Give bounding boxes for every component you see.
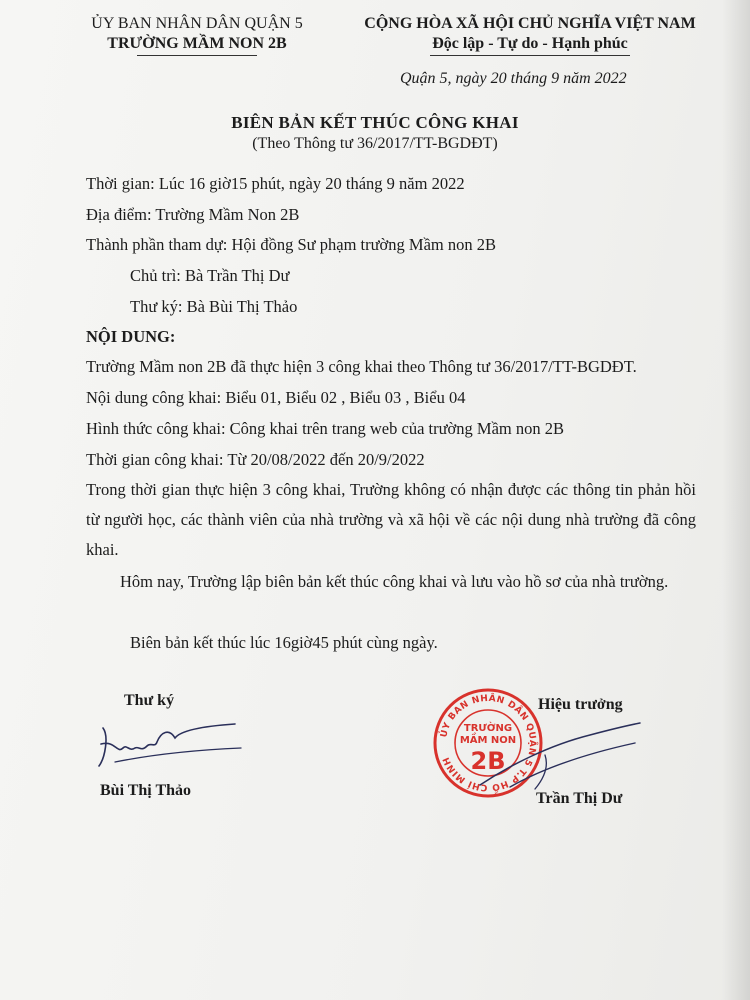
stamp-ring-text: ỦY BAN NHÂN DÂN QUẬN 5 T.P HỒ CHÍ MINH [439,693,538,793]
document-title: BIÊN BẢN KẾT THÚC CÔNG KHAI [231,113,519,132]
header-left [72,14,322,56]
info-chair: Chủ trì: Bà Trần Thị Dư [130,266,290,285]
stamp-line-3: 2B [470,747,506,775]
dateline: Quận 5, ngày 20 tháng 9 năm 2022 [400,70,627,87]
info-time: Thời gian: Lúc 16 giờ15 phút, ngày 20 tháng 9 năm 2022 [86,174,465,193]
info-participants: Thành phần tham dự: Hội đồng Sư phạm trường Mầm non 2B [86,235,496,254]
stamp-line-1: TRƯỜNG [463,723,513,734]
principal-name: Trần Thị Dư [536,790,623,807]
secretary-signature [95,718,245,778]
info-secretary: Thư ký: Bà Bùi Thị Thảo [130,297,298,316]
closing-line: Biên bản kết thúc lúc 16giờ45 phút cùng ngày. [130,633,438,652]
header-right-rule [430,55,630,56]
content-heading: NỘI DUNG: [86,327,176,346]
content-line-3: Hình thức công khai: Công khai trên trang web của trường Mầm non 2B [86,419,564,438]
content-line-4: Thời gian công khai: Từ 20/08/2022 đến 20/9/2022 [86,450,425,469]
national-title: CỘNG HÒA XÃ HỘI CHỦ NGHĨA VIỆT NAM [364,15,696,32]
school-name: TRƯỜNG MẦM NON 2B [107,35,287,52]
stamp-line-2: MẦM NON [459,735,517,746]
content-paragraph-2: Hôm nay, Trường lập biên bản kết thúc công khai và lưu vào hồ sơ của nhà trường. [120,572,669,591]
principal-signature [470,715,645,800]
secretary-title: Thư ký [124,692,175,709]
national-motto: Độc lập - Tự do - Hạnh phúc [432,35,628,52]
authority-name: ỦY BAN NHÂN DÂN QUẬN 5 [91,15,303,32]
header-right [335,14,725,56]
content-line-1: Trường Mầm non 2B đã thực hiện 3 công khai theo Thông tư 36/2017/TT-BGDĐT. [86,357,637,376]
header-left-rule [137,55,257,56]
info-location: Địa điểm: Trường Mầm Non 2B [86,205,300,224]
secretary-name: Bùi Thị Thảo [100,782,192,799]
content-paragraph-1: Trong thời gian thực hiện 3 công khai, Trường không có nhận được các thông tin phản hồi từ người học, các thành viên của nhà trường và xã hội về các nội dung nhà trường đã công khai. [86,480,696,559]
content-line-2: Nội dung công khai: Biểu 01, Biểu 02 , Biểu 03 , Biểu 04 [86,388,466,407]
principal-title: Hiệu trưởng [538,696,623,713]
document-subtitle: (Theo Thông tư 36/2017/TT-BGDĐT) [252,135,498,152]
